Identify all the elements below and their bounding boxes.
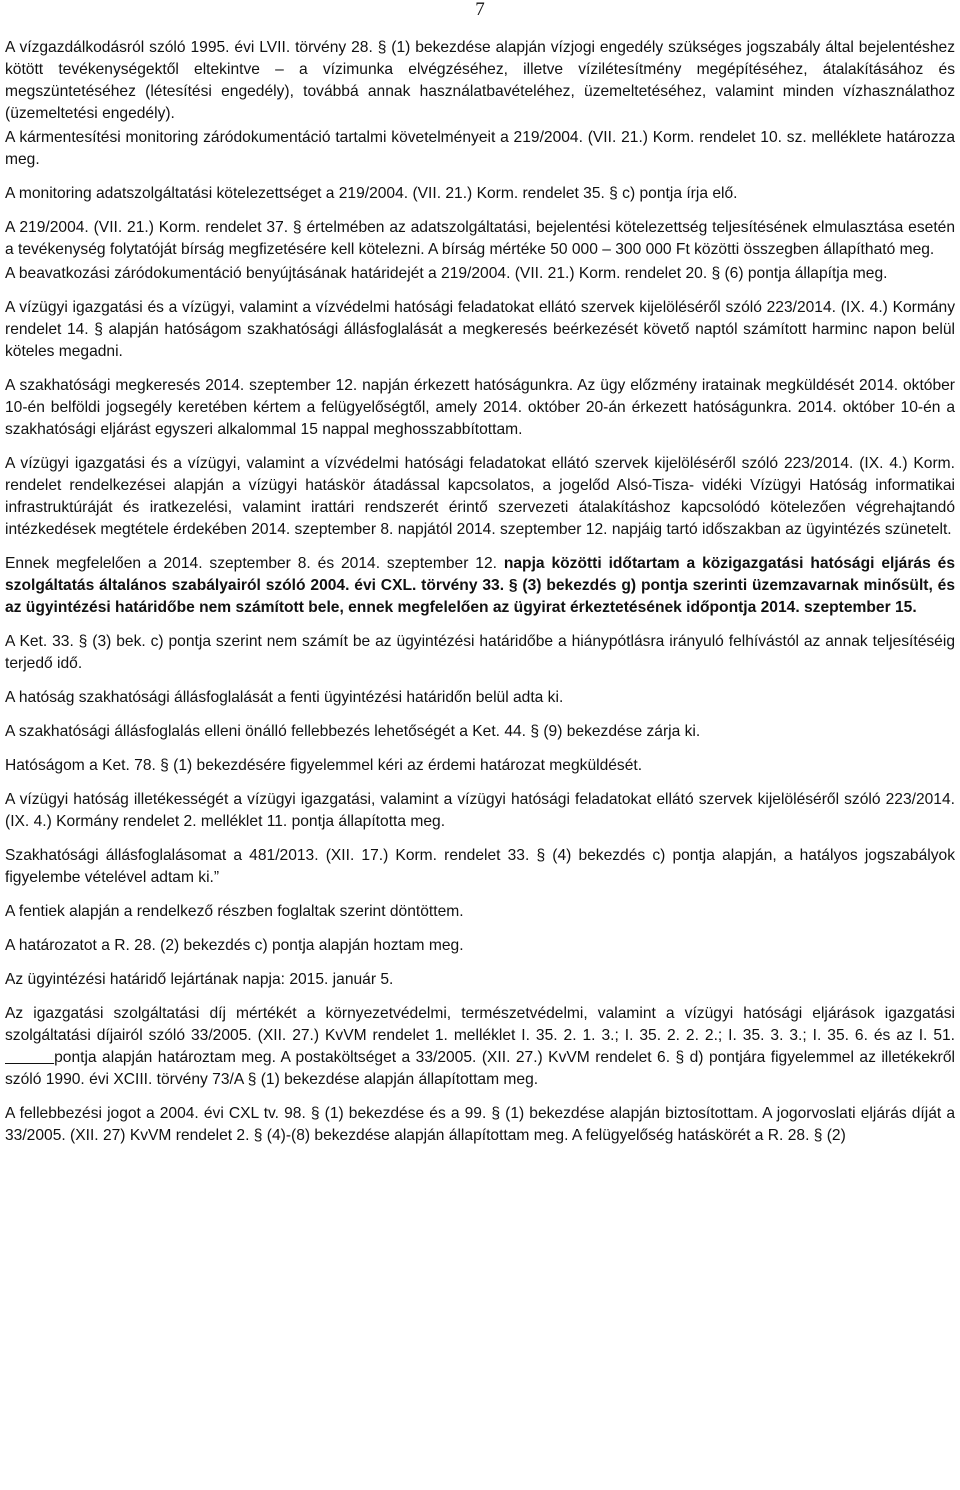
paragraph-uzemzavar — [5, 553, 955, 619]
uzemzavar-plain-text: Ennek megfelelően a 2014. szeptember 8. és 2014. szeptember 12. — [5, 555, 504, 572]
dij-text-part-b: pontja alapján határoztam meg. A postaköltséget a 33/2005. (XII. 27.) KvVM rendelet 6. § d) pontjára figyelemmel az illetékekről szóló 1990. évi XCIII. törvény 73/A § (1) bekezdése alapján állapítottam meg. — [5, 1049, 955, 1088]
paragraph-megkereses-erkezese: A szakhatósági megkeresés 2014. szeptember 12. napján érkezett hatóságunkra. Az ügy előzmény iratainak megküldését 2014. október 10-én belföldi jogsegély keretében kértem a felügyelőségtől, amely 2014. október 20-án érkezett hatóságunkra. 2014. október 10-én a szakhatósági eljárást egyszeri alkalommal 15 nappal meghosszabbítottam. — [5, 377, 955, 438]
paragraph-szolgaltatasi-dij — [5, 1003, 955, 1091]
paragraph-birsag: A 219/2004. (VII. 21.) Korm. rendelet 37. § értelmében az adatszolgáltatási, bejelentési kötelezettség teljesítésének elmulasztása esetén a tevékenység folytatóját bírság megfizetésére kell kötelezni. A bírság mértéke 50 000 – 300 000 Ft közötti összegben állapítható meg. — [5, 219, 955, 258]
paragraph-ugyintezes-szunetelt: A vízügyi igazgatási és a vízügyi, valamint a vízvédelmi hatósági feladatokat ellátó szervek kijelöléséről szóló 223/2014. (IX. 4.) Korm. rendelet rendelkezései alapján a vízügyi hatáskör átadással kapcsolatos, a jogelőd Alsó-Tisza- vidéki Vízügyi Hatóság informatikai infrastruktúráját és iratkezelési, valamint irattári rendszerét érintő szervezeti átalakításhoz kapcsolódó kötelezően végrehajtandó intézkedések megtétele érdekében 2014. szeptember 8. napjától 2014. szeptember 12. napjáig tartó időszakban az ügyintézés szünetelt. — [5, 455, 955, 538]
paragraph-hatarozat-alapja: A határozatot a R. 28. (2) bekezdés c) pontja alapján hoztam meg. — [5, 937, 464, 954]
paragraph-hatarido-lejarta: Az ügyintézési határidő lejártának napja: 2015. január 5. — [5, 971, 394, 988]
paragraph-fellebbezesi-jog: A fellebbezési jogot a 2004. évi CXL tv. 98. § (1) bekezdése és a 99. § (1) bekezdése alapján biztosítottam. A jogorvoslati eljárás díját a 33/2005. (XII. 27) KvVM rendelet 2. § (4)-(8) bekezdése alapján állapítottam meg. A felügyelőség hatáskörét a R. 28. § (2) — [5, 1105, 955, 1144]
paragraph-karmentesitesi-monitoring: A kármentesítési monitoring záródokumentáció tartalmi követelményeit a 219/2004. (VII. 21.) Korm. rendelet 10. sz. melléklete határozza meg. — [5, 129, 955, 168]
paragraph-szakhatosagi-allasfoglalas: Szakhatósági állásfoglalásomat a 481/2013. (XII. 17.) Korm. rendelet 33. § (4) bekezdés c) pontja alapján, a hatályos jogszabályok figyelembe vételével adtam ki.” — [5, 847, 955, 886]
paragraph-monitoring-adatszolgaltatas: A monitoring adatszolgáltatási kötelezettséget a 219/2004. (VII. 21.) Korm. rendelet 35. § c) pontja írja elő. — [5, 185, 738, 202]
paragraph-szakhatosagi-hatarido: A vízügyi igazgatási és a vízügyi, valamint a vízvédelmi hatósági feladatokat ellátó szervek kijelöléséről szóló 223/2014. (IX. 4.) Kormány rendelet 14. § alapján hatóságom szakhatósági állásfoglalását a megkeresés beérkezését követő naptól számított harminc napon belül köteles megadni. — [5, 299, 955, 360]
paragraph-beavatkozasi-zarodokumentacio: A beavatkozási záródokumentáció benyújtásának határidejét a 219/2004. (VII. 21.) Korm. rendelet 20. § (6) pontja állapítja meg. — [5, 265, 888, 282]
document-body — [5, 37, 955, 1159]
paragraph-hatarozat-megkuldes: Hatóságom a Ket. 78. § (1) bekezdésére figyelemmel kéri az érdemi határozat megküldését. — [5, 757, 643, 774]
paragraph-illetekesseg: A vízügyi hatóság illetékességét a vízügyi igazgatási, valamint a vízügyi hatósági feladatokat ellátó szervek kijelöléséről szóló 223/2014. (IX. 4.) Kormány rendelet 2. melléklet 11. pontja állapította meg. — [5, 791, 955, 830]
page-number: 7 — [475, 0, 485, 20]
paragraph-fellebbezes-kizarva: A szakhatósági állásfoglalás elleni önálló fellebbezés lehetőségét a Ket. 44. § (9) bekezdése zárja ki. — [5, 723, 701, 740]
uzemzavar-bold-text: napja közötti időtartam a közigazgatási hatósági eljárás és szolgáltatás általános szabályairól szóló 2004. évi CXL. törvény 33. § (3) bekezdés g) pontja szerinti üzemzavarnak minősült, és az ügyintézési határidőbe nem számított bele, ennek megfelelően az ügyirat érkeztetésének időpontja 2014. szeptember 15. — [5, 555, 956, 616]
paragraph-hataridon-belul: A hatóság szakhatósági állásfoglalását a fenti ügyintézési határidőn belül adta ki. — [5, 689, 564, 706]
paragraph-vizjogi-engedely: A vízgazdálkodásról szóló 1995. évi LVII. törvény 28. § (1) bekezdése alapján vízjogi engedély szükséges jogszabály által bejelentéshez kötött tevékenységektől eltekintve – a vízimunka elvégzéséhez, illetve vízilétesítmény megépítéséhez, átalakításához és megszüntetéséhez (létesítési engedély), továbbá annak használatbavételéhez, üzemeltetéséhez, valamint minden vízhasználathoz (üzemeltetési engedély). — [5, 39, 955, 122]
paragraph-hianypotlas: A Ket. 33. § (3) bek. c) pontja szerint nem számít be az ügyintézési határidőbe a hiánypótlásra irányuló felhívástól az annak teljesítéséig terjedő idő. — [5, 633, 955, 672]
dij-underline-blank — [5, 1049, 54, 1066]
paragraph-dontes: A fentiek alapján a rendelkező részben foglaltak szerint döntöttem. — [5, 903, 464, 920]
dij-text-part-a: Az igazgatási szolgáltatási díj mértékét a környezetvédelmi, természetvédelmi, valamint a vízügyi hatósági eljárások igazgatási szolgáltatási díjairól szóló 33/2005. (XII. 27.) KvVM rendelet 1. melléklet I. 35. 2. 1. 3.; I. 35. 2. 2. 2.; I. 35. 3. 3.; I. 35. 6. és az I. 51. — [5, 1005, 955, 1044]
